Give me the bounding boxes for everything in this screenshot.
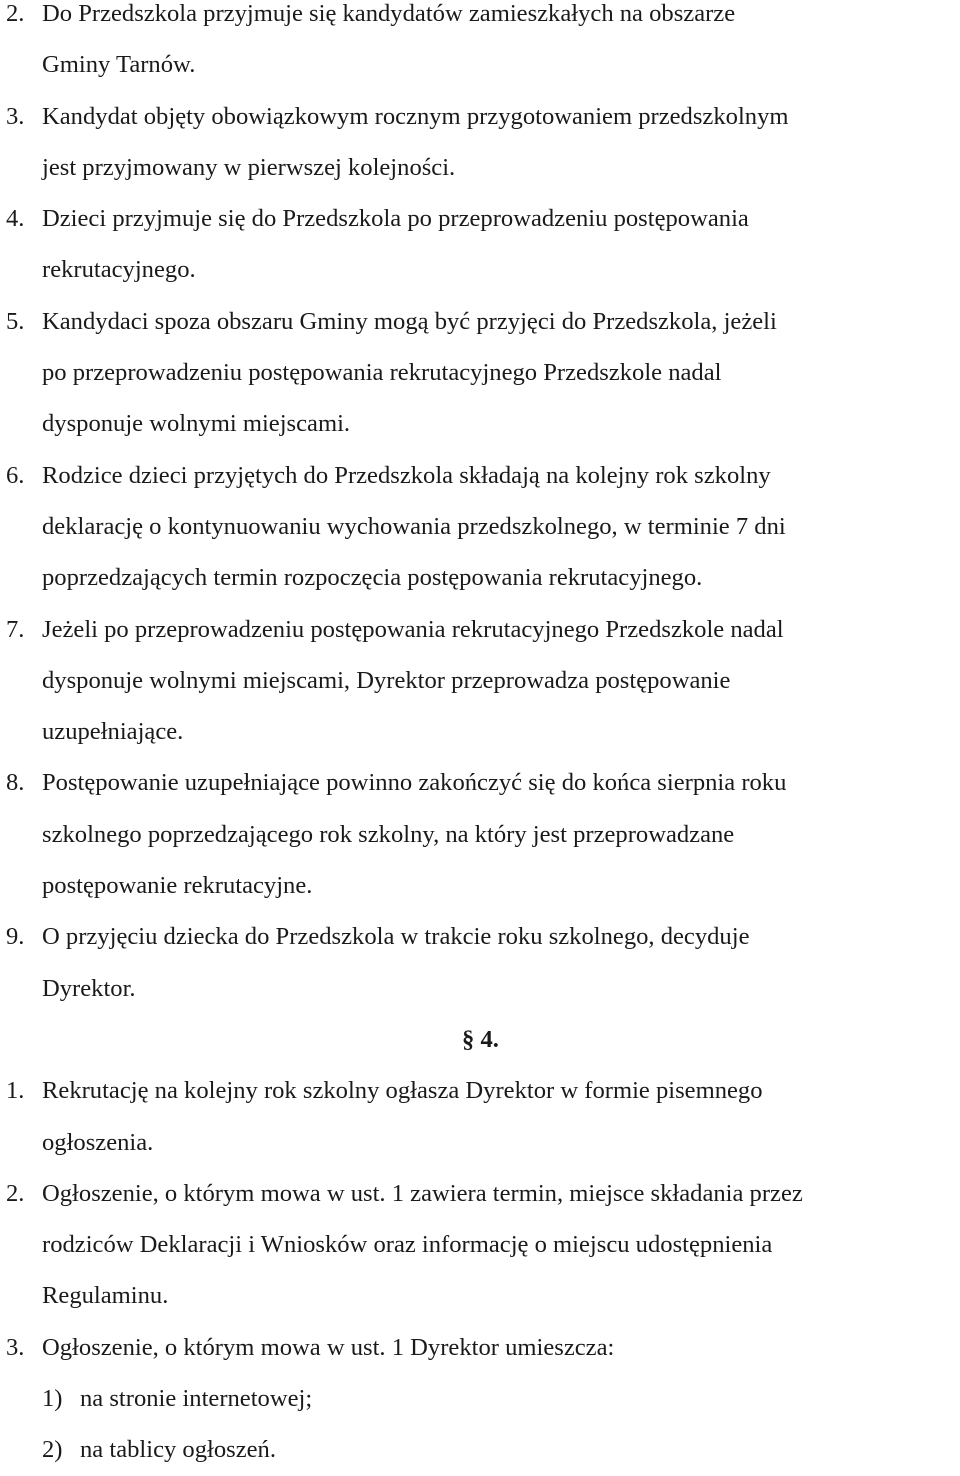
list-item [0, 1065, 960, 1116]
section-heading-row [0, 1014, 960, 1065]
item-text: rekrutacyjnego. [42, 256, 196, 284]
item-text: po przeprowadzeniu postępowania rekrutacyjnego Przedszkole nadal [42, 359, 722, 387]
list-item-continuation [0, 1219, 960, 1270]
list-item-continuation [0, 244, 960, 295]
section-heading: § 4. [462, 1025, 499, 1053]
list-item-continuation [0, 809, 960, 860]
item-text: Kandydat objęty obowiązkowym rocznym przygotowaniem przedszkolnym [42, 102, 789, 130]
list-item-continuation [0, 655, 960, 706]
list-item [0, 193, 960, 244]
list-item-continuation [0, 552, 960, 603]
item-text: Rekrutację na kolejny rok szkolny ogłasza Dyrektor w formie pisemnego [42, 1077, 763, 1105]
item-number: 2. [6, 1179, 25, 1207]
item-number: 1. [6, 1077, 25, 1105]
list-item [0, 0, 960, 39]
list-item [0, 911, 960, 962]
sub-item-number: 1) [42, 1385, 63, 1413]
list-item-continuation [0, 860, 960, 911]
item-text: ogłoszenia. [42, 1128, 154, 1156]
item-text: O przyjęciu dziecka do Przedszkola w trakcie roku szkolnego, decyduje [42, 923, 750, 951]
list-item [0, 91, 960, 142]
item-number: 7. [6, 615, 25, 643]
list-item [0, 604, 960, 655]
section-4-list [0, 1065, 960, 1373]
list-item-continuation [0, 501, 960, 552]
item-number: 2. [6, 0, 25, 27]
list-item-continuation [0, 1117, 960, 1168]
item-text: Gminy Tarnów. [42, 51, 196, 79]
sub-item-text: na tablicy ogłoszeń. [80, 1436, 277, 1464]
list-item [0, 757, 960, 808]
list-item-continuation [0, 706, 960, 757]
sub-item-text: na stronie internetowej; [80, 1385, 313, 1413]
item-text: deklarację o kontynuowaniu wychowania przedszkolnego, w terminie 7 dni [42, 512, 786, 540]
item-text: Dzieci przyjmuje się do Przedszkola po przeprowadzeniu postępowania [42, 205, 749, 233]
item-text: Kandydaci spoza obszaru Gminy mogą być przyjęci do Przedszkola, jeżeli [42, 307, 777, 335]
sub-list-item [0, 1424, 960, 1475]
item-text: Dyrektor. [42, 974, 136, 1002]
item-text: szkolnego poprzedzającego rok szkolny, na który jest przeprowadzane [42, 820, 735, 848]
list-item-continuation [0, 963, 960, 1014]
item-text: jest przyjmowany w pierwszej kolejności. [42, 153, 456, 181]
list-item-continuation [0, 1270, 960, 1321]
list-item [0, 1168, 960, 1219]
item-text: poprzedzających termin rozpoczęcia postępowania rekrutacyjnego. [42, 564, 703, 592]
list-item [0, 1322, 960, 1373]
item-number: 3. [6, 1333, 25, 1361]
item-number: 3. [6, 102, 25, 130]
sub-list-item [0, 1373, 960, 1424]
item-number: 4. [6, 205, 25, 233]
item-text: Ogłoszenie, o którym mowa w ust. 1 zawiera termin, miejsce składania przez [42, 1179, 803, 1207]
sub-item-number: 2) [42, 1436, 63, 1464]
item-number: 8. [6, 769, 25, 797]
item-text: Do Przedszkola przyjmuje się kandydatów zamieszkałych na obszarze [42, 0, 736, 27]
item-text: Jeżeli po przeprowadzeniu postępowania rekrutacyjnego Przedszkole nadal [42, 615, 784, 643]
sub-item-list [0, 1373, 960, 1476]
list-item-continuation [0, 398, 960, 449]
item-text: Rodzice dzieci przyjętych do Przedszkola składają na kolejny rok szkolny [42, 461, 771, 489]
list-item [0, 296, 960, 347]
item-number: 9. [6, 923, 25, 951]
item-text: Postępowanie uzupełniające powinno zakończyć się do końca sierpnia roku [42, 769, 787, 797]
item-number: 5. [6, 307, 25, 335]
item-text: uzupełniające. [42, 718, 184, 746]
item-text: postępowanie rekrutacyjne. [42, 872, 313, 900]
item-number: 6. [6, 461, 25, 489]
item-text: Ogłoszenie, o którym mowa w ust. 1 Dyrektor umieszcza: [42, 1333, 615, 1361]
list-item-continuation [0, 142, 960, 193]
item-text: Regulaminu. [42, 1282, 169, 1310]
item-text: dysponuje wolnymi miejscami, Dyrektor przeprowadza postępowanie [42, 666, 731, 694]
item-text: dysponuje wolnymi miejscami. [42, 410, 351, 438]
list-item [0, 450, 960, 501]
item-text: rodziców Deklaracji i Wniosków oraz informację o miejscu udostępnienia [42, 1231, 773, 1259]
list-item-continuation [0, 347, 960, 398]
list-item-continuation [0, 39, 960, 90]
